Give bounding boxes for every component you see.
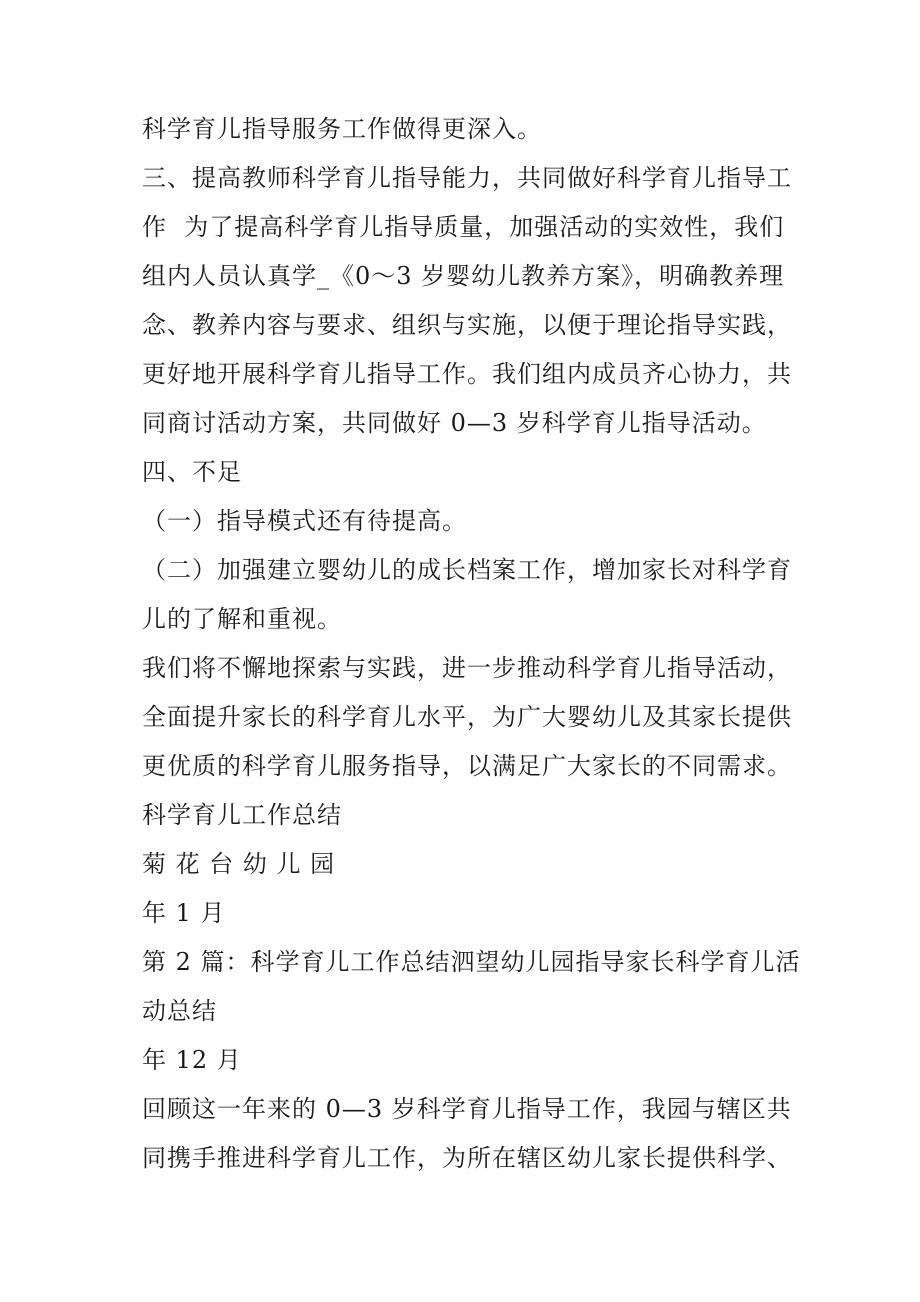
document-date: 年 1 月 xyxy=(142,899,226,927)
text-line: 同携手推进科学育儿工作，为所在辖区幼儿家长提供科学、 xyxy=(142,1144,792,1172)
section-heading: 三、提高教师科学育儿指导能力，共同做好科学育儿指导工 xyxy=(142,164,792,192)
section-heading: 四、不足 xyxy=(142,458,242,486)
text-line: 回顾这一年来的 0—3 岁科学育儿指导工作，我园与辖区共 xyxy=(142,1095,792,1123)
text-line: 念、教养内容与要求、组织与实施，以便于理论指导实践， xyxy=(142,311,792,339)
text-line: 儿的了解和重视。 xyxy=(142,605,342,633)
text-line: 全面提升家长的科学育儿水平，为广大婴幼儿及其家长提供 xyxy=(142,703,792,731)
text-line: 我们将不懈地探索与实践，进一步推动科学育儿指导活动， xyxy=(142,654,792,682)
article-title: 第 2 篇：科学育儿工作总结泗望幼儿园指导家长科学育儿活 xyxy=(142,948,801,976)
text-line: 同商讨活动方案，共同做好 0—3 岁科学育儿指导活动。 xyxy=(142,409,767,437)
text-line: 更好地开展科学育儿指导工作。我们组内成员齐心协力，共 xyxy=(142,360,792,388)
list-item: （二）加强建立婴幼儿的成长档案工作，增加家长对科学育 xyxy=(142,556,792,584)
author-name: 菊 花 台 幼 儿 园 xyxy=(142,850,336,878)
document-title: 科学育儿工作总结 xyxy=(142,801,342,829)
text-line: 作 为了提高科学育儿指导质量，加强活动的实效性，我们 xyxy=(142,213,785,241)
text-line: 科学育儿指导服务工作做得更深入。 xyxy=(142,115,542,143)
list-item: （一）指导模式还有待提高。 xyxy=(142,507,467,535)
document-date: 年 12 月 xyxy=(142,1046,242,1074)
text-line: 组内人员认真学_《0～3 岁婴幼儿教养方案》，明确教养理 xyxy=(142,262,785,290)
text-line: 更优质的科学育儿服务指导，以满足广大家长的不同需求。 xyxy=(142,752,792,780)
article-title-continued: 动总结 xyxy=(142,997,217,1025)
